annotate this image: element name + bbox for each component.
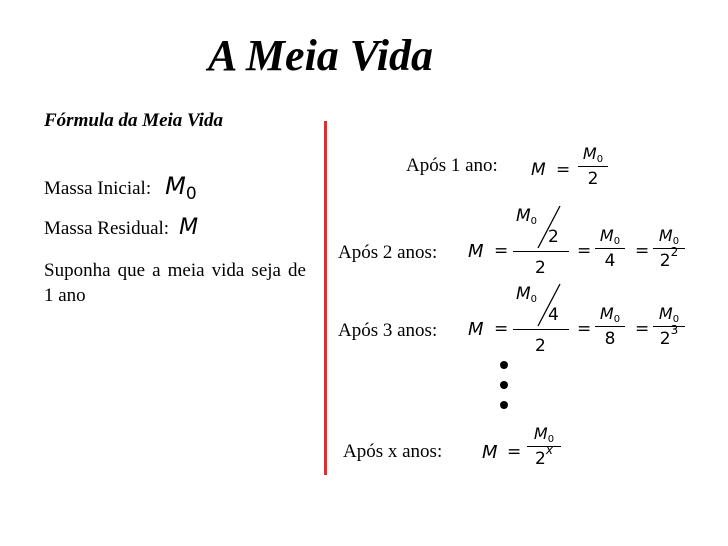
year1-num: M bbox=[582, 144, 597, 163]
yearx-fraction: M0 2$^x$ bbox=[527, 424, 561, 469]
initial-mass-subscript: 0 bbox=[185, 184, 197, 204]
residual-mass-row bbox=[44, 215, 198, 240]
year2-equals-2: = bbox=[577, 241, 592, 261]
year2-main-bar bbox=[513, 251, 569, 252]
fraction-bar bbox=[595, 326, 625, 327]
page-title: A Meia Vida bbox=[208, 31, 433, 80]
ellipsis-dot-2 bbox=[500, 381, 508, 389]
year1-lhs: M bbox=[531, 160, 546, 180]
year3-equals-1: = bbox=[494, 319, 509, 339]
year3-main-bar bbox=[513, 329, 569, 330]
year2-equals-1: = bbox=[494, 241, 509, 261]
year3-lhs: M bbox=[468, 319, 484, 340]
assumption-text: Suponha que a meia vida seja de 1 ano bbox=[44, 260, 306, 306]
year1-num-sub: 0 bbox=[596, 154, 604, 165]
year2-equals-3: = bbox=[635, 241, 650, 261]
year1-equals: = bbox=[556, 160, 571, 180]
initial-mass-symbol: M bbox=[165, 172, 186, 200]
year3-outer-den: 2 bbox=[535, 336, 546, 356]
year2-fraction-2: M0 4 bbox=[595, 226, 625, 271]
year2-label: Após 2 anos: bbox=[338, 242, 438, 263]
year2-outer-den: 2 bbox=[535, 258, 546, 278]
year3-nested-num: M0 bbox=[516, 284, 538, 305]
year1-fraction bbox=[578, 144, 608, 189]
year1-label: Após 1 ano: bbox=[406, 155, 498, 176]
fraction-bar bbox=[653, 248, 685, 249]
year1-den: 2 bbox=[587, 169, 599, 189]
yearx-lhs: M bbox=[482, 442, 498, 463]
residual-mass-label: Massa Residual: bbox=[44, 218, 170, 239]
year2-fraction-3: M0 $2^2$ bbox=[653, 226, 685, 271]
year3-fraction-2: M0 8 bbox=[595, 304, 625, 349]
fraction-bar bbox=[653, 326, 685, 327]
fraction-bar bbox=[595, 248, 625, 249]
year2-lhs: M bbox=[468, 241, 484, 262]
ellipsis-dot-3 bbox=[500, 401, 508, 409]
year2-nested-num: M0 bbox=[516, 206, 538, 227]
fraction-bar bbox=[578, 166, 608, 167]
formula-subtitle: Fórmula da Meia Vida bbox=[44, 110, 223, 131]
residual-mass-symbol: M bbox=[179, 215, 199, 240]
initial-mass-row bbox=[44, 172, 197, 204]
yearx-equals: = bbox=[507, 442, 522, 462]
year3-label: Após 3 anos: bbox=[338, 320, 438, 341]
year3-nested-den: 4 bbox=[548, 305, 559, 325]
year3-fraction-3: M0 $2^3$ bbox=[653, 304, 685, 349]
initial-mass-label: Massa Inicial: bbox=[44, 178, 152, 199]
fraction-bar bbox=[527, 446, 561, 447]
divider-line bbox=[324, 121, 327, 475]
year2-nested-den: 2 bbox=[548, 227, 559, 247]
yearx-label: Após x anos: bbox=[343, 441, 443, 462]
year3-equals-2: = bbox=[577, 319, 592, 339]
year3-equals-3: = bbox=[635, 319, 650, 339]
ellipsis-dot-1 bbox=[500, 361, 508, 369]
